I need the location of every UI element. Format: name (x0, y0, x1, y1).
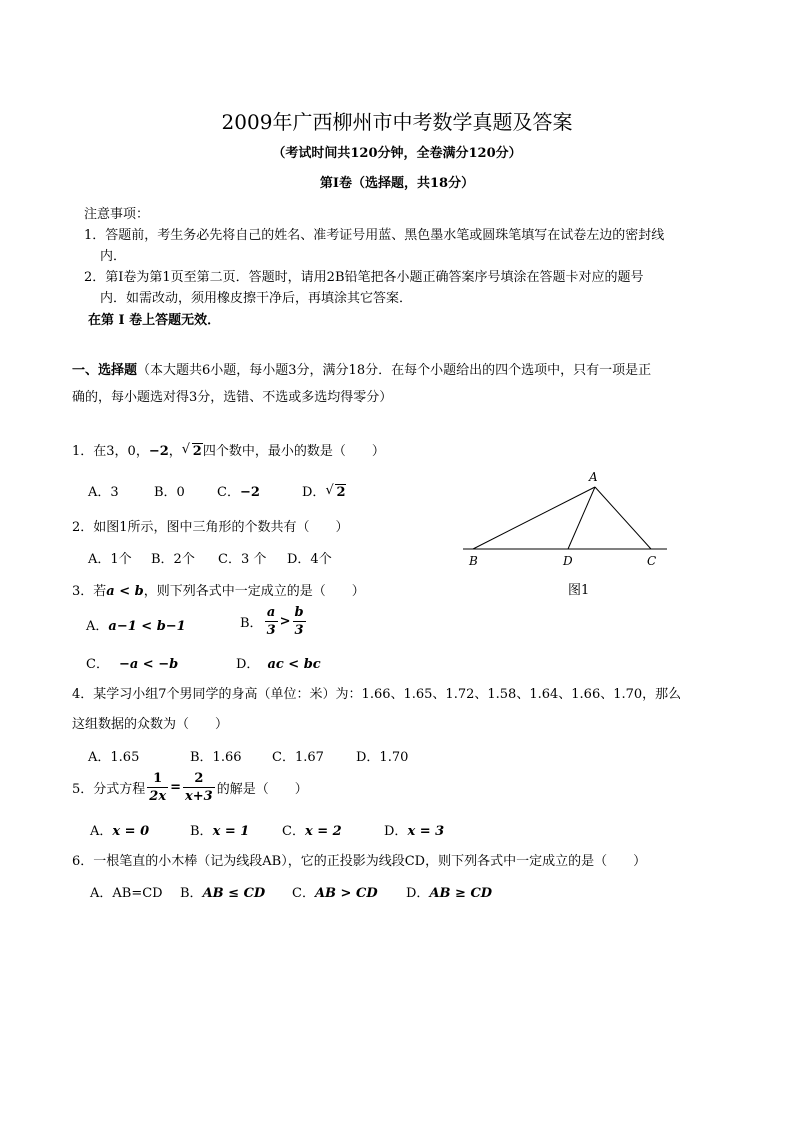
q2-option-d: D．4个 (287, 552, 332, 567)
q5-num1: 1 (147, 770, 168, 788)
q3-option-d (236, 653, 321, 672)
q6-option-c-label: C． (292, 886, 315, 901)
q1-option-b: B．0 (154, 485, 185, 500)
q5-option-b (190, 820, 249, 839)
q6-option-d-value: AB ≥ CD (429, 886, 493, 901)
q6-option-c-value: AB > CD (314, 886, 378, 901)
part1-line-1 (72, 359, 651, 378)
line-ab (473, 487, 595, 549)
label-b: B (469, 554, 478, 568)
q3-text-pre: 3．若 (72, 584, 107, 599)
q5-option-a-value: x = 0 (112, 824, 150, 839)
q6-option-b-value: AB ≤ CD (202, 886, 266, 901)
q3-option-a (86, 615, 186, 634)
q2-option-a: A．1个 (88, 552, 132, 567)
q6-option-b (180, 882, 265, 901)
q1-option-c (217, 481, 260, 500)
notice-item-1-line-1: 1．答题前，考生务必先将自己的姓名、准考证号用蓝、黑色墨水笔或圆珠笔填写在试卷左边的密封线 (84, 228, 665, 243)
q1-option-d-sqrt: √ 2 (325, 483, 346, 500)
q5-option-a-label: A． (90, 824, 113, 839)
q5-option-c-label: C． (282, 824, 305, 839)
q4-option-c: C．1.67 (272, 750, 324, 765)
q4-option-a: A．1.65 (88, 750, 140, 765)
notice-warning: 在第 Ⅰ 卷上答题无效． (88, 313, 221, 328)
q1-neg-two: −2 (148, 444, 169, 459)
question-3 (72, 580, 365, 599)
q1-sqrt-two: √ 2 (181, 442, 202, 459)
page-title: 2009年广西柳州市中考数学真题及答案 (221, 110, 573, 134)
q3-option-d-value: ac < bc (267, 657, 321, 672)
q5-option-d (384, 820, 444, 839)
q3-option-a-label: A． (86, 619, 109, 634)
q3-b-num2: b (294, 605, 304, 620)
notice-item-2-line-1: 2．第Ⅰ卷为第1页至第二页．答题时，请用2B铅笔把各小题正确答案序号填涂在答题卡对应的题号 (84, 270, 644, 285)
q5-option-c (282, 820, 342, 839)
q5-den2: x+3 (184, 789, 213, 804)
figure-caption: 图1 (568, 583, 590, 598)
q3-b-op: > (279, 614, 291, 629)
q2-option-c: C．3 个 (218, 552, 267, 567)
q3-option-b (240, 604, 308, 639)
q5-option-b-value: x = 1 (212, 824, 250, 839)
part1-desc-line-1: （本大题共6小题，每小题3分，满分18分．在每个小题给出的四个选项中，只有一项是正 (137, 363, 652, 378)
q3-option-c (86, 653, 178, 672)
q3-option-d-label: D． (236, 657, 260, 672)
label-c: C (647, 554, 657, 568)
q1-option-c-value: −2 (239, 485, 260, 500)
q6-option-b-label: B． (180, 886, 203, 901)
q6-option-c (292, 882, 378, 901)
exam-subtitle: （考试时间共120分钟，全卷满分120分） (272, 146, 522, 161)
q1-sqrt-arg: 2 (192, 444, 202, 459)
question-5 (72, 770, 308, 805)
q3-option-c-label: C． (86, 657, 109, 672)
label-a: A (589, 470, 598, 484)
line-ac (595, 487, 651, 549)
q1-option-d (302, 481, 346, 500)
q4-option-d: D．1.70 (356, 750, 409, 765)
question-2: 2．如图1所示，图中三角形的个数共有（ ） (72, 520, 349, 535)
q5-option-d-label: D． (384, 824, 408, 839)
q5-num2: 2 (183, 770, 215, 788)
line-ad (568, 487, 595, 549)
part1-desc-line-2: 确的，每小题选对得3分，选错、不选或多选均得零分） (72, 390, 393, 405)
q3-text-post: ，则下列各式中一定成立的是（ ） (143, 584, 365, 599)
q1-option-d-label: D． (302, 485, 326, 500)
q1-option-a: A．3 (88, 485, 119, 500)
q5-text-post: 的解是（ ） (216, 782, 308, 797)
q5-text-pre: 5．分式方程 (72, 782, 146, 797)
q1-text-pre: 1．在3，0， (72, 444, 149, 459)
q6-option-a: A．AB=CD (90, 886, 163, 901)
question-1 (72, 440, 385, 459)
question-4-line-2: 这组数据的众数为（ ） (72, 717, 229, 732)
label-d: D (563, 554, 573, 568)
notice-heading: 注意事项： (84, 207, 150, 222)
q5-option-c-value: x = 2 (304, 824, 342, 839)
section-heading: 第Ⅰ卷（选择题，共18分） (319, 176, 475, 191)
q5-equals: = (170, 780, 181, 795)
q3-option-a-value: a−1 < b−1 (108, 619, 186, 634)
part1-label: 一、选择题 (72, 363, 138, 378)
q5-den1: 2x (149, 789, 167, 804)
q5-option-b-label: B． (190, 824, 213, 839)
figure-1-triangle (455, 465, 675, 600)
q6-option-d-label: D． (406, 886, 430, 901)
q3-b-num1: a (265, 604, 278, 622)
notice-item-1-line-2: 内． (100, 249, 127, 264)
notice-item-2-line-2: 内．如需改动，须用橡皮擦干净后，再填涂其它答案． (100, 291, 413, 306)
q3-option-b-label: B． (240, 616, 263, 631)
q3-b-den1: 3 (266, 623, 276, 638)
q5-option-a (90, 820, 149, 839)
question-4-line-1: 4．某学习小组7个男同学的身高（单位：米）为：1.66、1.65、1.72、1.58、1.64、1.66、1.70，那么 (72, 687, 682, 702)
q6-option-d (406, 882, 492, 901)
question-6: 6．一根笔直的小木棒（记为线段AB），它的正投影为线段CD，则下列各式中一定成立的是（ ） (72, 854, 647, 869)
q3-option-c-value: −a < −b (118, 657, 179, 672)
q1-option-d-arg: 2 (336, 485, 346, 500)
q4-option-b: B．1.66 (190, 750, 242, 765)
q1-text-post: 四个数中，最小的数是（ ） (202, 444, 385, 459)
q1-comma: ， (168, 444, 182, 459)
q3-condition: a < b (106, 584, 144, 599)
q1-option-c-label: C． (217, 485, 240, 500)
q3-b-den2: 3 (294, 623, 304, 638)
q2-option-b: B．2个 (151, 552, 195, 567)
q5-option-d-value: x = 3 (407, 824, 445, 839)
